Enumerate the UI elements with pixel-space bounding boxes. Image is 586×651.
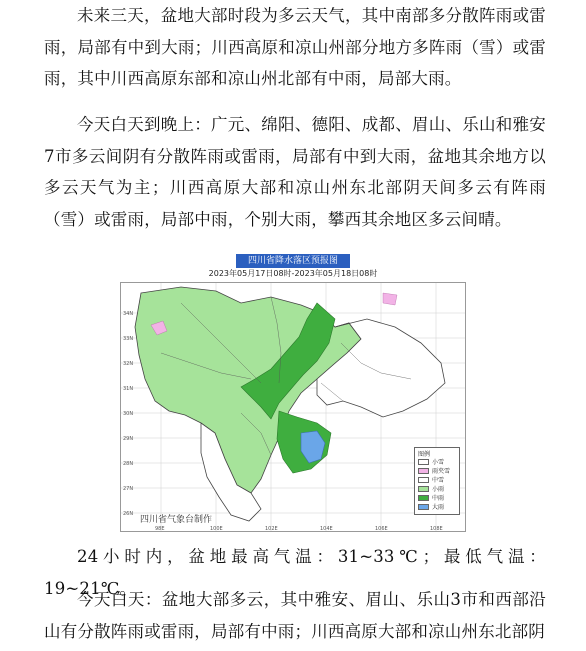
paragraph-forecast-today: 今天白天到晚上：广元、绵阳、德阳、成都、眉山、乐山和雅安7市多云间阴有分散阵雨或雷雨，局部有中到大雨，盆地其余地方以多云天气为主；川西高原大部和凉山州东北部阴天间多云有阵雨（雪）或雷雨，局部中雨，个别大雨，攀西其余地区多云间晴。 [44,115,546,229]
legend-swatch [418,495,429,501]
legend-item: 雨夹雪 [418,467,450,474]
legend-swatch [418,468,429,474]
svg-text:33N: 33N [123,336,134,342]
legend-item: 中雨 [418,494,444,501]
map-title: 四川省降水落区预报图 [236,254,350,268]
svg-text:30N: 30N [123,411,134,417]
legend-swatch [418,486,429,492]
svg-text:34N: 34N [123,311,134,317]
map-legend [414,447,460,515]
precipitation-forecast-map [118,254,468,534]
svg-text:108E: 108E [430,526,443,532]
svg-text:28N: 28N [123,461,134,467]
svg-text:32N: 32N [123,361,134,367]
svg-text:102E: 102E [265,526,278,532]
paragraph-temperature: 24小时内，盆地最高气温：31~33℃；最低气温：19~21℃。 [44,547,546,598]
legend-swatch [418,477,429,483]
svg-text:98E: 98E [155,526,165,532]
svg-text:29N: 29N [123,436,134,442]
lat-tick-labels [123,311,133,517]
legend-swatch [418,504,429,510]
map-date-range: 2023年05月17日08时-2023年05月18日08时 [208,269,378,278]
region-sleet-2 [383,293,397,305]
legend-title: 图例 [418,451,431,458]
svg-text:26N: 26N [123,511,134,517]
svg-text:27N: 27N [123,486,134,492]
legend-swatch [418,459,429,465]
svg-text:100E: 100E [210,526,223,532]
lon-tick-labels [155,526,443,532]
svg-text:31N: 31N [123,386,134,392]
legend-item: 小雨 [418,485,444,492]
svg-text:104E: 104E [320,526,333,532]
legend-item: 小雪 [418,458,444,465]
paragraph-forecast-daytime: 今天白天：盆地大部多云，其中雅安、眉山、乐山3市和西部沿山有分散阵雨或雷雨，局部有中雨；川西高原大部和凉山州东北部阴 [44,590,546,641]
svg-text:106E: 106E [375,526,388,532]
paragraph-forecast-three-days: 未来三天，盆地大部时段为多云天气，其中南部多分散阵雨或雷雨，局部有中到大雨；川西高原和凉山州部分地方多阵雨（雪）或雷雨，其中川西高原东部和凉山州北部有中雨，局部大雨。 [44,6,546,88]
legend-item: 大雨 [418,503,444,510]
map-credit: 四川省气象台制作 [140,515,213,525]
legend-item: 中雪 [418,476,444,483]
